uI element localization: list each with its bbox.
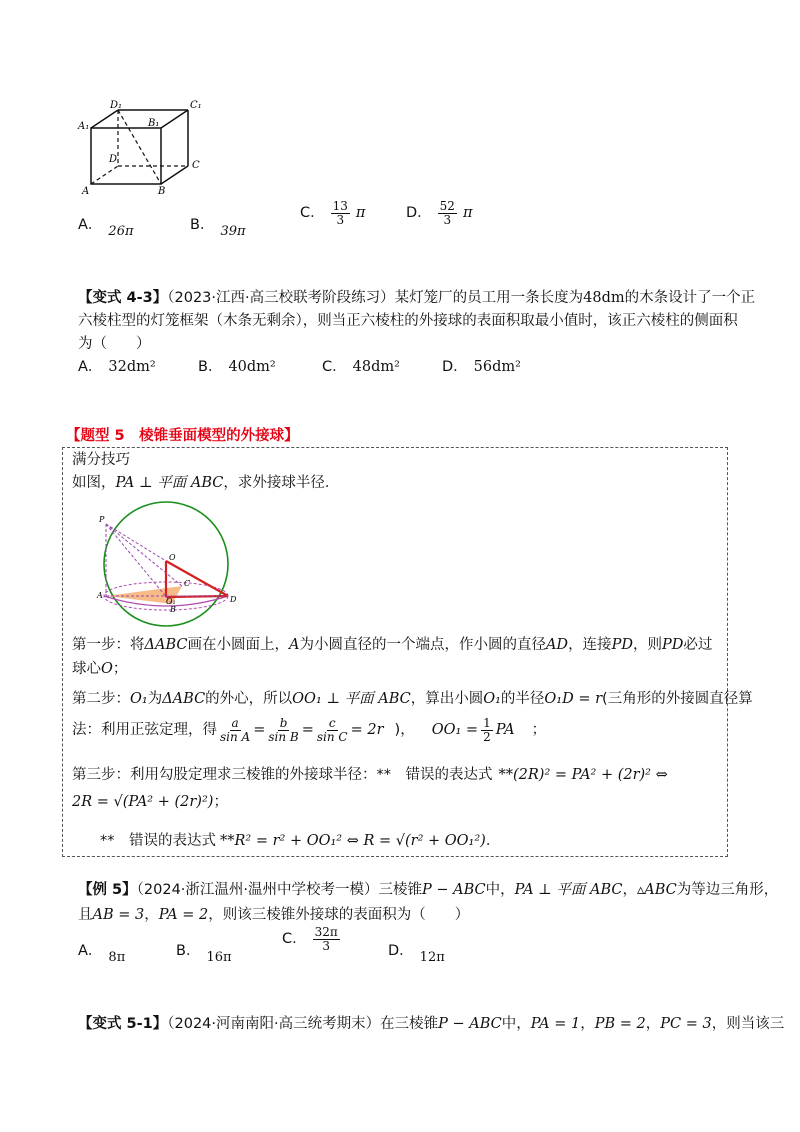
option-b[interactable]: B． 40dm² (198, 359, 276, 375)
label-A1: A₁ (78, 121, 90, 132)
label-B: B (158, 186, 166, 196)
variant-5-1-line1: 【变式 5-1】（2024·河南南阳·高三统考期末）在三棱锥P − ABC中，PA = 1，PB = 2，PC = 3，则当该三 (78, 1016, 785, 1032)
tips-title: 满分技巧 (72, 452, 130, 468)
label-D: D (109, 154, 118, 165)
label-P: P (99, 515, 105, 524)
example5-line1: 【例 5】（2024·浙江温州·温州中学校考一模）三棱锥P − ABC中，PA ⊥ 平面 ABC，▵ABC为等边三角形， (78, 882, 779, 898)
label-D1: D₁ (110, 100, 123, 111)
step3-line2: 2R = √(PA² + (2r)²)； (72, 794, 228, 810)
example5-line2: 且AB = 3，PA = 2，则该三棱锥外接球的表面积为（ ） (78, 907, 470, 923)
option-b[interactable]: B． 39π (190, 216, 246, 239)
fraction: $\frac{b}{\text{sin B}}$ (268, 716, 299, 745)
label-C: C (192, 160, 200, 171)
cube-figure (76, 96, 216, 196)
option-d[interactable]: D． 12π (388, 942, 445, 965)
step2-line2: 法：利用正弦定理，得 $\frac{a}{\text{sin A}}$ = $\frac{b}{\text{sin B}}$ = $\frac{c}{\text{sin C}}$ = 2r )， OO₁ = $\frac{1}{2}$ PA ； (72, 716, 547, 745)
fraction: $\frac{a}{\text{sin A}}$ (220, 716, 251, 745)
fraction: $\frac{1}{2}$ (483, 716, 491, 745)
label-B: B (170, 605, 176, 614)
label-A: A (97, 591, 103, 600)
option-d[interactable]: D． $\frac{52}{3}$ π (406, 199, 473, 228)
option-c[interactable]: C． $\frac{13}{3}$ π (300, 199, 366, 228)
variant-4-3-line3: 为（ ） (78, 336, 151, 352)
step1-line1: 第一步：将ΔABC画在小圆面上，A为小圆直径的一个端点，作小圆的直径AD，连接PD，则PD必过 (72, 637, 713, 653)
option-c[interactable]: C． $\frac{32\pi}{3}$ (282, 925, 338, 954)
label-A: A (82, 186, 90, 196)
label-C1: C₁ (190, 100, 202, 111)
option-c[interactable]: C． 48dm² (322, 359, 400, 375)
fraction: $\frac{32\pi}{3}$ (314, 925, 338, 954)
sphere-figure (92, 498, 242, 628)
label-O1: O₁ (166, 597, 176, 606)
section-title: 【题型 5 棱锥垂面模型的外接球】 (66, 428, 299, 444)
label-D: D (230, 595, 237, 604)
example5-options (78, 926, 678, 970)
variant-4-3-line2: 六棱柱型的灯笼框架（木条无剩余），则当正六棱柱的外接球的表面积取最小值时，该正六棱柱的侧面积 (78, 313, 738, 329)
step1-line2: 球心O； (72, 661, 128, 677)
fraction: $\frac{52}{3}$ (439, 199, 455, 228)
option-d[interactable]: D． 56dm² (442, 359, 521, 375)
step3-line3: ** 错误的表达式 **R² = r² + OO₁² ⇔ R = √(r² + OO₁²)． (100, 833, 501, 849)
prev-options (78, 200, 678, 244)
fraction: $\frac{13}{3}$ (332, 199, 348, 228)
step3-line1: 第三步：利用勾股定理求三棱锥的外接球半径：** 错误的表达式 **(2R)² = PA² + (2r)² ⇔ (72, 767, 668, 783)
variant-4-3-line1: 【变式 4-3】（2023·江西·高三校联考阶段练习）某灯笼厂的员工用一条长度为48dm的木条设计了一个正 (78, 290, 756, 306)
option-b[interactable]: B． 16π (176, 942, 232, 965)
label-O: O (169, 553, 176, 562)
option-a[interactable]: A． 26π (78, 216, 134, 239)
option-a[interactable]: A． 32dm² (78, 359, 156, 375)
variant-4-3-options (78, 356, 678, 380)
label-B1: B₁ (148, 118, 160, 129)
step2-line1: 第二步：O₁为ΔABC的外心，所以OO₁ ⊥ 平面 ABC，算出小圆O₁的半径O₁D = r(三角形的外接圆直径算 (72, 691, 753, 707)
fraction: $\frac{c}{\text{sin C}}$ (316, 716, 348, 745)
label-C: C (184, 579, 191, 588)
tips-intro: 如图，PA ⊥ 平面 ABC，求外接球半径． (72, 475, 340, 491)
option-a[interactable]: A． 8π (78, 942, 126, 965)
